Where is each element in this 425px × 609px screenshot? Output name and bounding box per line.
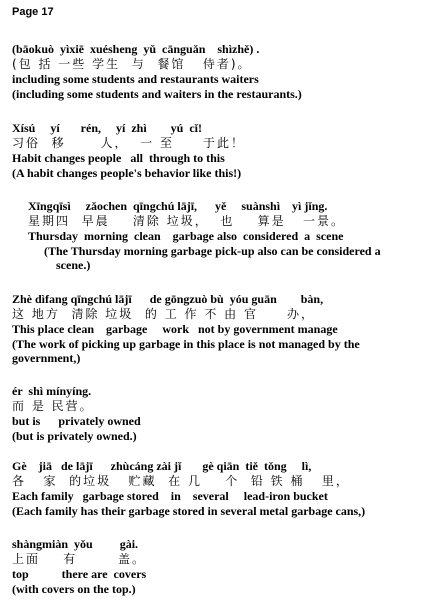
translation-line: (The Thursday morning garbage pick-up also can be considered a scene.) xyxy=(44,244,381,272)
gloss-line: Habit changes people all through to this xyxy=(12,151,225,165)
hanzi-line: 这 地方 清除 垃圾 的 工 作 不 由 官 办， xyxy=(12,307,316,321)
sentence-block xyxy=(12,384,417,443)
pinyin-line: Gè jiā de lājī zhùcáng zài jǐ gè qiān tiě tǒng lì, xyxy=(12,459,312,473)
gloss-line: but is privately owned xyxy=(12,414,141,428)
sentence-block xyxy=(12,292,417,365)
sentence-block xyxy=(12,42,417,101)
hanzi-line: 星期四 早晨 清除 垃圾， 也 算是 一景。 xyxy=(28,214,346,228)
pinyin-line: shàngmiàn yǒu gài. xyxy=(12,537,139,551)
translation-line: (The work of picking up garbage in this place is not managed by the government,) xyxy=(12,337,360,365)
hanzi-line: 而 是 民营。 xyxy=(12,399,94,413)
sentence-block xyxy=(12,199,417,272)
translation-line: (but is privately owned.) xyxy=(12,429,137,443)
translation-line: (with covers on the top.) xyxy=(12,582,136,596)
gloss-line: Each family garbage stored in several lead-iron bucket xyxy=(12,489,328,503)
hanzi-line: (包 括 一些 学生 与 餐馆 侍者)。 xyxy=(12,57,252,71)
translation-line: (Each family has their garbage stored in several metal garbage cans,) xyxy=(12,504,366,518)
pinyin-line: Zhè dìfang qīngchú lājī de gōngzuò bù yóu guān bàn, xyxy=(12,292,324,306)
gloss-line: including some students and restaurants waiters xyxy=(12,72,259,86)
translation-line: (including some students and waiters in the restaurants.) xyxy=(12,87,302,101)
gloss-line: top there are covers xyxy=(12,567,147,581)
sentence-block xyxy=(12,121,417,180)
gloss-line: This place clean garbage work not by government manage xyxy=(12,322,338,336)
hanzi-line: 习俗 移 人， 一 至 于此！ xyxy=(12,136,246,150)
hanzi-line: 上面 有 盖。 xyxy=(12,552,146,566)
sentence-block xyxy=(12,537,417,596)
translation-line: (A habit changes people's behavior like this!) xyxy=(12,166,242,180)
hanzi-line: 各 家 的垃圾 贮藏 在 几 个 铅 铁 桶 里， xyxy=(12,474,350,488)
pinyin-line: Xīngqīsì zǎochen qīngchú lājī, yě suànshì yì jǐng. xyxy=(28,199,328,213)
pinyin-line: ér shì mínyíng. xyxy=(12,384,92,398)
gloss-line: Thursday morning clean garbage also considered a scene xyxy=(28,229,344,243)
page-number: Page 17 xyxy=(12,6,54,18)
pinyin-line: Xísú yí rén, yí zhì yú cǐ! xyxy=(12,121,203,135)
sentence-block xyxy=(12,459,417,518)
pinyin-line: (bāokuò yìxiē xuésheng yǔ cānguǎn shìzhě) . xyxy=(12,42,260,56)
